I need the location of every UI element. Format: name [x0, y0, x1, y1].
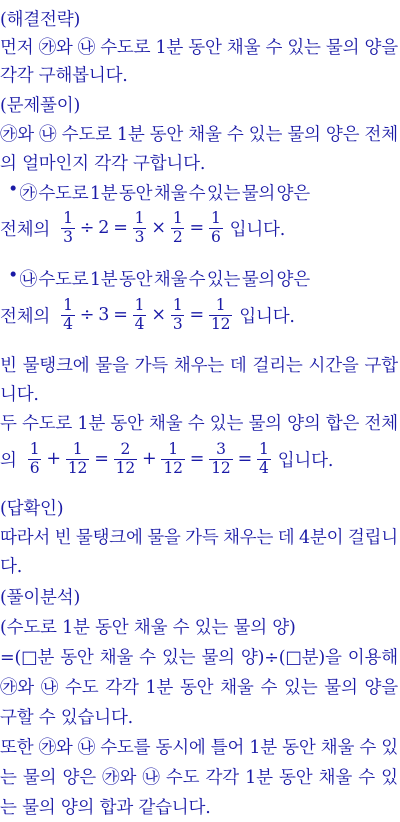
- numerator: 2: [120, 440, 131, 458]
- word: 동안: [279, 768, 313, 788]
- word: 물의: [241, 270, 276, 290]
- equation-suffix: 입니다.: [277, 450, 334, 471]
- word: 이용해: [347, 648, 398, 668]
- bullet-tap-b: [8, 266, 312, 291]
- word: 채울: [188, 125, 222, 145]
- word: 시간을: [308, 356, 359, 376]
- numerator: 1: [134, 296, 145, 314]
- word: 1분: [77, 414, 106, 434]
- word: 걸립니: [347, 528, 398, 548]
- numerator: 3: [216, 440, 226, 458]
- analysis-text-line-2: [0, 644, 400, 669]
- denominator: 12: [211, 458, 231, 477]
- numerator: 1: [172, 296, 183, 314]
- equation-sum: [0, 441, 400, 478]
- denominator: 3: [134, 227, 145, 246]
- word: ㉮와: [0, 125, 35, 145]
- word: 합은: [325, 414, 360, 434]
- denominator: 2: [172, 227, 183, 246]
- word: ㉯: [77, 38, 96, 58]
- math-symbol: ÷: [79, 218, 95, 239]
- strategy-text-line-1: [0, 34, 400, 59]
- denominator: 4: [63, 314, 73, 333]
- word: 있는: [209, 414, 244, 434]
- analysis-text-line-5: [0, 734, 400, 759]
- word: 수: [139, 648, 156, 668]
- math-symbol: =: [189, 305, 204, 326]
- equation-suffix: 입니다.: [229, 219, 286, 240]
- word: 수도: [165, 768, 200, 788]
- word: 물을: [95, 356, 129, 376]
- fraction: [257, 441, 271, 478]
- word: 동안: [118, 184, 153, 204]
- word: 물을: [147, 528, 181, 548]
- word: 데: [229, 356, 247, 376]
- answer-text-line-2: 다.: [0, 557, 23, 577]
- fraction: [171, 210, 185, 247]
- analysis-text-line-6: [0, 764, 400, 789]
- word: 있는: [248, 125, 283, 145]
- word: 채울: [226, 38, 261, 58]
- word: 수도로: [38, 184, 89, 204]
- tank-text-line-2: 니다.: [0, 385, 39, 405]
- word: 먼저: [0, 38, 34, 58]
- word: 가득: [185, 528, 219, 548]
- word: 있는: [287, 38, 321, 58]
- word: 수도로: [38, 270, 89, 290]
- sum-text-line-1: [0, 410, 400, 435]
- math-symbol: ×: [151, 305, 166, 326]
- word: •: [8, 266, 19, 286]
- equation-prefix: 의: [0, 450, 17, 471]
- word: 채울: [320, 738, 355, 758]
- word: 있는: [206, 184, 241, 204]
- word: 채우는: [173, 356, 225, 376]
- fraction: [114, 441, 137, 478]
- math-symbol: =: [237, 449, 253, 470]
- word: 동안: [282, 738, 316, 758]
- word: 동안: [149, 125, 184, 145]
- numerator: 1: [172, 209, 183, 227]
- analysis-text-line-4: 구할 수 있습니다.: [0, 708, 134, 728]
- word: 양을: [364, 678, 398, 698]
- word: ㉯: [39, 125, 57, 145]
- numerator: 1: [215, 296, 226, 314]
- analysis-text-line-7: 는 물의 양의 합과 같습니다.: [0, 798, 211, 818]
- fraction: [61, 297, 75, 334]
- word: 빈: [54, 528, 72, 548]
- math-symbol: 3: [98, 305, 110, 326]
- word: ㉯: [40, 678, 59, 698]
- equation-prefix: 전체의: [0, 306, 51, 327]
- fraction: [209, 441, 232, 478]
- word: ㉮와: [38, 738, 73, 758]
- word: 4분이: [298, 528, 344, 548]
- word: 수도: [64, 678, 99, 698]
- analysis-text-line-1: (수도로 1분 동안 채울 수 있는 물의 양): [0, 618, 296, 638]
- denominator: 6: [29, 458, 40, 477]
- strategy-text-line-2: 각각 구해봅니다.: [0, 66, 128, 86]
- equation-tap-b: [0, 297, 400, 334]
- word: 있: [381, 738, 398, 758]
- word: 구합: [364, 356, 398, 376]
- equation-tap-a: [0, 210, 400, 247]
- word: 있는: [206, 270, 241, 290]
- word: 각각: [105, 678, 139, 698]
- denominator: 4: [134, 314, 145, 333]
- equation-prefix: 전체의: [0, 219, 51, 240]
- word: 수: [359, 738, 377, 758]
- solution-heading: (문제풀이): [0, 96, 81, 116]
- math-symbol: =: [113, 218, 128, 239]
- word: 각각: [205, 768, 239, 788]
- word: 물의: [248, 414, 282, 434]
- math-symbol: +: [46, 449, 61, 470]
- word: 걸리는: [252, 356, 303, 376]
- word: 수: [187, 414, 205, 434]
- word: 있는: [284, 678, 318, 698]
- word: ㉮: [19, 184, 37, 204]
- equation-suffix: 입니다.: [239, 306, 295, 327]
- numerator: 1: [72, 440, 83, 458]
- word: 채울: [220, 678, 254, 698]
- denominator: 3: [63, 227, 73, 246]
- equation-sum-math: [0, 441, 333, 478]
- math-symbol: ÷: [79, 305, 95, 326]
- word: 1분: [145, 678, 174, 698]
- numerator: 1: [259, 440, 269, 458]
- word: 1분: [155, 38, 184, 58]
- word: 1분: [116, 125, 145, 145]
- word: 있: [381, 768, 398, 788]
- numerator: 1: [134, 209, 145, 227]
- equation-b-math: [0, 297, 295, 334]
- word: 1분: [245, 768, 273, 788]
- word: ㉯: [19, 270, 37, 290]
- word: 물의: [201, 648, 235, 668]
- fraction: [66, 441, 89, 478]
- word: 1분: [249, 738, 277, 758]
- numerator: 1: [29, 440, 40, 458]
- math-symbol: =: [94, 449, 109, 470]
- tank-text-line-1: [0, 352, 400, 377]
- word: 수: [260, 678, 278, 698]
- denominator: 3: [172, 314, 183, 333]
- word: 양은: [325, 125, 360, 145]
- numerator: 1: [63, 209, 73, 227]
- analysis-heading: (풀이분석): [0, 588, 81, 608]
- solution-text-line-2: 의 얼마인지 각각 구합니다.: [0, 154, 206, 174]
- word: 수: [265, 38, 283, 58]
- word: 양의: [287, 414, 321, 434]
- word: 동시에: [155, 738, 206, 758]
- word: 수도로: [61, 125, 112, 145]
- bullet-tap-a: [8, 180, 312, 205]
- strategy-heading: (해결전략): [0, 10, 81, 30]
- word: ㉮와: [102, 768, 137, 788]
- word: 채우는: [223, 528, 274, 548]
- word: ㉮와: [38, 38, 73, 58]
- fraction: [61, 210, 75, 247]
- word: 양은: [276, 184, 310, 204]
- word: 두: [0, 414, 17, 434]
- word: 채울: [318, 768, 353, 788]
- word: 전체: [364, 414, 398, 434]
- word: 물의: [22, 768, 57, 788]
- numerator: 1: [63, 296, 73, 314]
- word: 가득: [134, 356, 169, 376]
- word: 양)÷(□분)을: [240, 648, 342, 668]
- math-symbol: =: [113, 305, 128, 326]
- word: 물의: [324, 678, 358, 698]
- word: 채울: [149, 414, 183, 434]
- word: 물의: [325, 38, 360, 58]
- denominator: 4: [259, 458, 269, 477]
- word: =(□분: [0, 648, 55, 668]
- word: ㉯: [77, 738, 96, 758]
- fraction: [28, 441, 42, 478]
- word: 또한: [0, 738, 34, 758]
- word: 1분: [89, 270, 118, 290]
- word: 있는: [161, 648, 196, 668]
- word: 물탱크에: [22, 356, 90, 376]
- denominator: 12: [163, 458, 183, 477]
- word: 빈: [0, 356, 17, 376]
- word: 수도로: [100, 38, 151, 58]
- math-symbol: =: [189, 449, 205, 470]
- word: 물의: [287, 125, 321, 145]
- word: 동안: [179, 678, 214, 698]
- denominator: 6: [210, 227, 221, 246]
- word: 동안: [110, 414, 144, 434]
- word: 수: [188, 184, 206, 204]
- numerator: 1: [210, 209, 221, 227]
- word: 채울: [153, 184, 188, 204]
- fraction: [161, 441, 184, 478]
- word: 물의: [241, 184, 276, 204]
- fraction: [133, 297, 147, 334]
- word: 데: [277, 528, 295, 548]
- word: 는: [0, 768, 17, 788]
- denominator: 12: [115, 458, 135, 477]
- word: 양은: [276, 270, 310, 290]
- word: 전체: [364, 125, 398, 145]
- word: 수도로: [22, 414, 73, 434]
- fraction: [171, 297, 185, 334]
- word: 1분: [89, 184, 118, 204]
- word: 양은: [62, 768, 96, 788]
- answer-heading: (답확인): [0, 499, 64, 519]
- math-symbol: =: [189, 218, 204, 239]
- fraction: [209, 210, 223, 247]
- math-symbol: ×: [151, 218, 166, 239]
- word: 틀어: [210, 738, 245, 758]
- fraction: [209, 297, 232, 334]
- word: 동안: [118, 270, 153, 290]
- denominator: 12: [210, 314, 231, 333]
- denominator: 12: [67, 458, 88, 477]
- answer-text-line-1: [0, 524, 400, 549]
- solution-text-line-1: [0, 121, 400, 146]
- math-symbol: +: [141, 449, 157, 470]
- fraction: [133, 210, 147, 247]
- word: 동안: [188, 38, 222, 58]
- equation-a-math: [0, 210, 285, 247]
- word: 동안: [60, 648, 94, 668]
- analysis-text-line-3: [0, 674, 400, 699]
- word: 물탱크에: [75, 528, 143, 548]
- word: 수도를: [100, 738, 151, 758]
- word: ㉯: [142, 768, 160, 788]
- word: 수: [358, 768, 375, 788]
- word: 수: [188, 270, 206, 290]
- word: ㉮와: [0, 678, 35, 698]
- math-symbol: 2: [98, 218, 110, 239]
- word: 따라서: [0, 528, 51, 548]
- word: 채울: [153, 270, 188, 290]
- word: 채울: [99, 648, 134, 668]
- word: •: [8, 180, 19, 200]
- numerator: 1: [168, 440, 178, 458]
- word: 양을: [364, 38, 398, 58]
- word: 수: [226, 125, 244, 145]
